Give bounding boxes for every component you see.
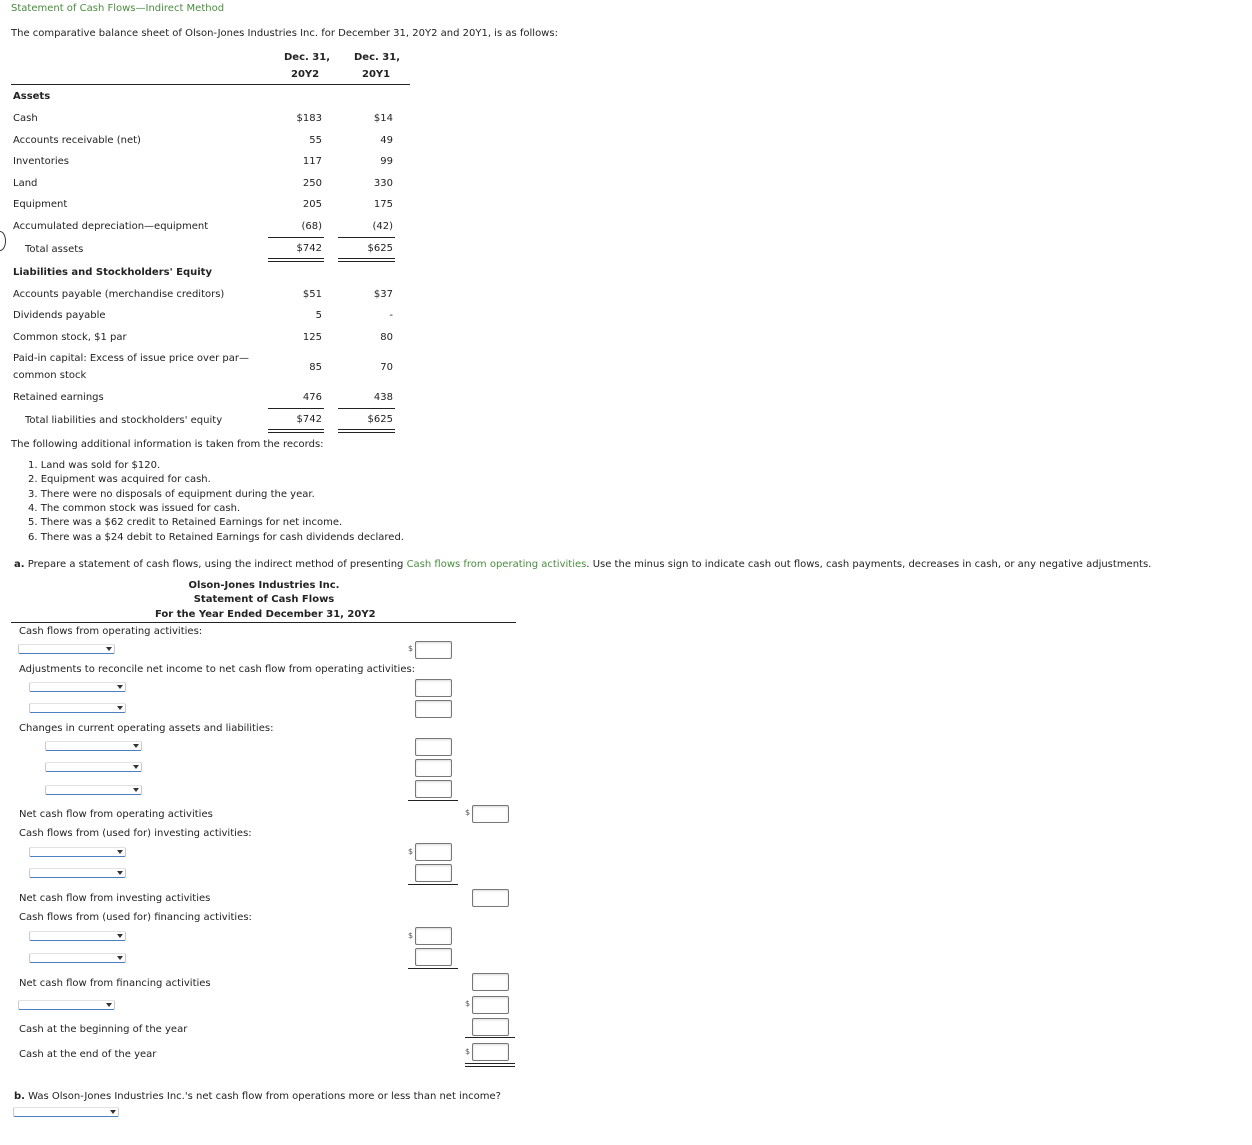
financing-select-2[interactable]: [29, 953, 126, 963]
row-value-20y2: 117: [302, 156, 322, 167]
row-value-20y1: 438: [373, 392, 393, 403]
chevron-down-icon: [133, 788, 139, 792]
side-marker: [0, 231, 6, 251]
chevron-down-icon: [133, 744, 139, 748]
dollar-sign: $: [408, 644, 414, 653]
total-double-rule: [338, 258, 395, 262]
info-item: 2. Equipment was acquired for cash.: [28, 474, 211, 485]
subtotal-rule: [268, 408, 324, 409]
chevron-down-icon: [106, 647, 112, 651]
statement-name: Statement of Cash Flows: [193, 594, 335, 605]
row-value-20y1: 49: [380, 135, 393, 146]
net-financing-input[interactable]: [472, 973, 509, 991]
question-a-text: Prepare a statement of cash flows, using the indirect method of presenting: [24, 559, 407, 570]
cash-beginning-input[interactable]: [472, 1018, 509, 1036]
row-label-continued: common stock: [13, 370, 87, 381]
chevron-down-icon: [117, 871, 123, 875]
total-liabilities-label: Total liabilities and stockholders' equity: [25, 415, 223, 426]
chevron-down-icon: [117, 850, 123, 854]
total-double-rule: [338, 429, 395, 433]
col-header-20y1: Dec. 31,: [354, 52, 401, 63]
total-assets-label: Total assets: [25, 244, 84, 255]
row-value-20y1: 175: [373, 199, 393, 210]
total-double-rule: [268, 429, 324, 433]
subtotal-rule: [338, 237, 395, 238]
financing-input-1[interactable]: [415, 927, 452, 945]
investing-input-1[interactable]: [415, 843, 452, 861]
total-double-rule: [465, 1063, 515, 1067]
change-select-3[interactable]: [45, 785, 142, 795]
row-label: Accumulated depreciation—equipment: [13, 221, 209, 232]
info-item: 4. The common stock was issued for cash.: [28, 503, 241, 514]
col-header-20y1-year: 20Y1: [362, 69, 391, 80]
row-value-20y1: $14: [373, 113, 393, 124]
statement-period: For the Year Ended December 31, 20Y2: [155, 609, 376, 620]
net-operating-label: Net cash flow from operating activities: [19, 809, 213, 820]
row-label: Paid-in capital: Excess of issue price over par—: [13, 353, 249, 364]
row-label: Accounts receivable (net): [13, 135, 141, 146]
row-value-20y2: (68): [301, 221, 322, 232]
question-a-letter: a.: [14, 559, 25, 570]
investing-input-2[interactable]: [415, 864, 452, 882]
investing-heading: Cash flows from (used for) investing activities:: [19, 828, 252, 839]
info-item: 6. There was a $24 debit to Retained Earnings for cash dividends declared.: [28, 532, 404, 543]
row-label: Land: [13, 178, 38, 189]
total-assets-20y2: $742: [296, 243, 322, 254]
col-header-20y2-year: 20Y2: [291, 69, 320, 80]
chevron-down-icon: [117, 706, 123, 710]
statement-company: Olson-Jones Industries Inc.: [188, 580, 340, 591]
financing-heading: Cash flows from (used for) financing activities:: [19, 912, 252, 923]
adjustment-input-1[interactable]: [415, 679, 452, 697]
dollar-sign: $: [465, 1047, 471, 1056]
changes-heading: Changes in current operating assets and liabilities:: [19, 723, 274, 734]
dollar-sign: $: [465, 808, 471, 817]
adjustment-select-2[interactable]: [29, 703, 126, 713]
question-b-letter: b.: [14, 1091, 25, 1102]
chevron-down-icon: [117, 956, 123, 960]
total-liabilities-20y2: $742: [296, 414, 322, 425]
net-financing-label: Net cash flow from financing activities: [19, 978, 211, 989]
liabilities-heading: Liabilities and Stockholders' Equity: [13, 267, 212, 278]
row-value-20y1: $37: [373, 289, 393, 300]
net-investing-label: Net cash flow from investing activities: [19, 893, 211, 904]
info-item: 3. There were no disposals of equipment during the year.: [28, 489, 315, 500]
adjustment-input-2[interactable]: [415, 700, 452, 718]
total-assets-20y1: $625: [367, 243, 393, 254]
additional-info-heading: The following additional information is taken from the records:: [11, 439, 324, 450]
subtotal-rule: [465, 1037, 515, 1038]
row-label: Equipment: [13, 199, 68, 210]
row-value-20y1: 80: [380, 332, 393, 343]
financing-select-1[interactable]: [29, 931, 126, 941]
adjustments-heading: Adjustments to reconcile net income to net cash flow from operating activities:: [19, 664, 416, 675]
question-b-text: Was Olson-Jones Industries Inc.'s net cash flow from operations more or less than net income?: [24, 1091, 501, 1102]
investing-select-2[interactable]: [29, 868, 126, 878]
row-value-20y2: $51: [302, 289, 322, 300]
intro-text: The comparative balance sheet of Olson-Jones Industries Inc. for December 31, 20Y2 and 20Y1, is as follows:: [11, 28, 558, 39]
cash-beginning-label: Cash at the beginning of the year: [19, 1024, 188, 1035]
row-label: Cash: [13, 113, 38, 124]
chevron-down-icon: [117, 934, 123, 938]
change-select-1[interactable]: [45, 741, 142, 751]
net-change-input[interactable]: [472, 996, 509, 1014]
net-operating-input[interactable]: [472, 805, 509, 823]
row-label: Dividends payable: [13, 310, 106, 321]
dollar-sign: $: [465, 999, 471, 1008]
financing-input-2[interactable]: [415, 948, 452, 966]
change-input-1[interactable]: [415, 738, 452, 756]
net-investing-input[interactable]: [472, 889, 509, 907]
dollar-sign: $: [408, 847, 414, 856]
row-value-20y1: (42): [372, 221, 393, 232]
row-label: Retained earnings: [13, 392, 104, 403]
row-label: Accounts payable (merchandise creditors): [13, 289, 225, 300]
info-item: 5. There was a $62 credit to Retained Earnings for net income.: [28, 517, 343, 528]
row-value-20y1: 99: [380, 156, 393, 167]
row-value-20y2: 250: [302, 178, 322, 189]
header-rule: [11, 84, 410, 85]
cash-end-input[interactable]: [472, 1043, 509, 1061]
question-a: [14, 559, 1151, 570]
row-value-20y1: 70: [380, 362, 393, 373]
row-value-20y2: 125: [302, 332, 322, 343]
row-value-20y2: 205: [302, 199, 322, 210]
row-value-20y1: -: [389, 310, 393, 321]
info-item: 1. Land was sold for $120.: [28, 460, 161, 471]
row-value-20y2: 476: [302, 392, 322, 403]
investing-select-1[interactable]: [29, 847, 126, 857]
subtotal-rule: [338, 408, 395, 409]
more-or-less-select[interactable]: [13, 1107, 119, 1117]
question-b: [14, 1091, 501, 1102]
subtotal-rule: [408, 968, 458, 969]
operating-heading: Cash flows from operating activities:: [19, 626, 203, 637]
dollar-sign: $: [408, 931, 414, 940]
row-value-20y2: 5: [315, 310, 322, 321]
page-title: Statement of Cash Flows—Indirect Method: [11, 3, 225, 14]
subtotal-rule: [408, 884, 458, 885]
row-label: Common stock, $1 par: [13, 332, 127, 343]
chevron-down-icon: [110, 1110, 116, 1114]
chevron-down-icon: [133, 765, 139, 769]
assets-heading: Assets: [13, 91, 51, 102]
subtotal-rule: [268, 237, 324, 238]
row-value-20y1: 330: [373, 178, 393, 189]
statement-header-rule: [11, 622, 516, 623]
adjustment-select-1[interactable]: [29, 682, 126, 692]
total-double-rule: [268, 258, 324, 262]
row-label: Inventories: [13, 156, 69, 167]
col-header-20y2: Dec. 31,: [284, 52, 331, 63]
net-change-select[interactable]: [18, 1000, 115, 1010]
question-a-text-end: . Use the minus sign to indicate cash out flows, cash payments, decreases in cash, or any negative adjustments.: [586, 559, 1152, 570]
chevron-down-icon: [117, 685, 123, 689]
net-income-input[interactable]: [415, 641, 452, 659]
change-select-2[interactable]: [45, 762, 142, 772]
subtotal-rule: [408, 800, 458, 801]
cash-end-label: Cash at the end of the year: [19, 1049, 157, 1060]
operating-line-select[interactable]: [18, 644, 115, 654]
row-value-20y2: $183: [296, 113, 322, 124]
operating-activities-link[interactable]: Cash flows from operating activities: [406, 559, 587, 570]
row-value-20y2: 55: [309, 135, 322, 146]
row-value-20y2: 85: [309, 362, 322, 373]
total-liabilities-20y1: $625: [367, 414, 393, 425]
change-input-3[interactable]: [415, 780, 452, 798]
change-input-2[interactable]: [415, 759, 452, 777]
chevron-down-icon: [106, 1003, 112, 1007]
